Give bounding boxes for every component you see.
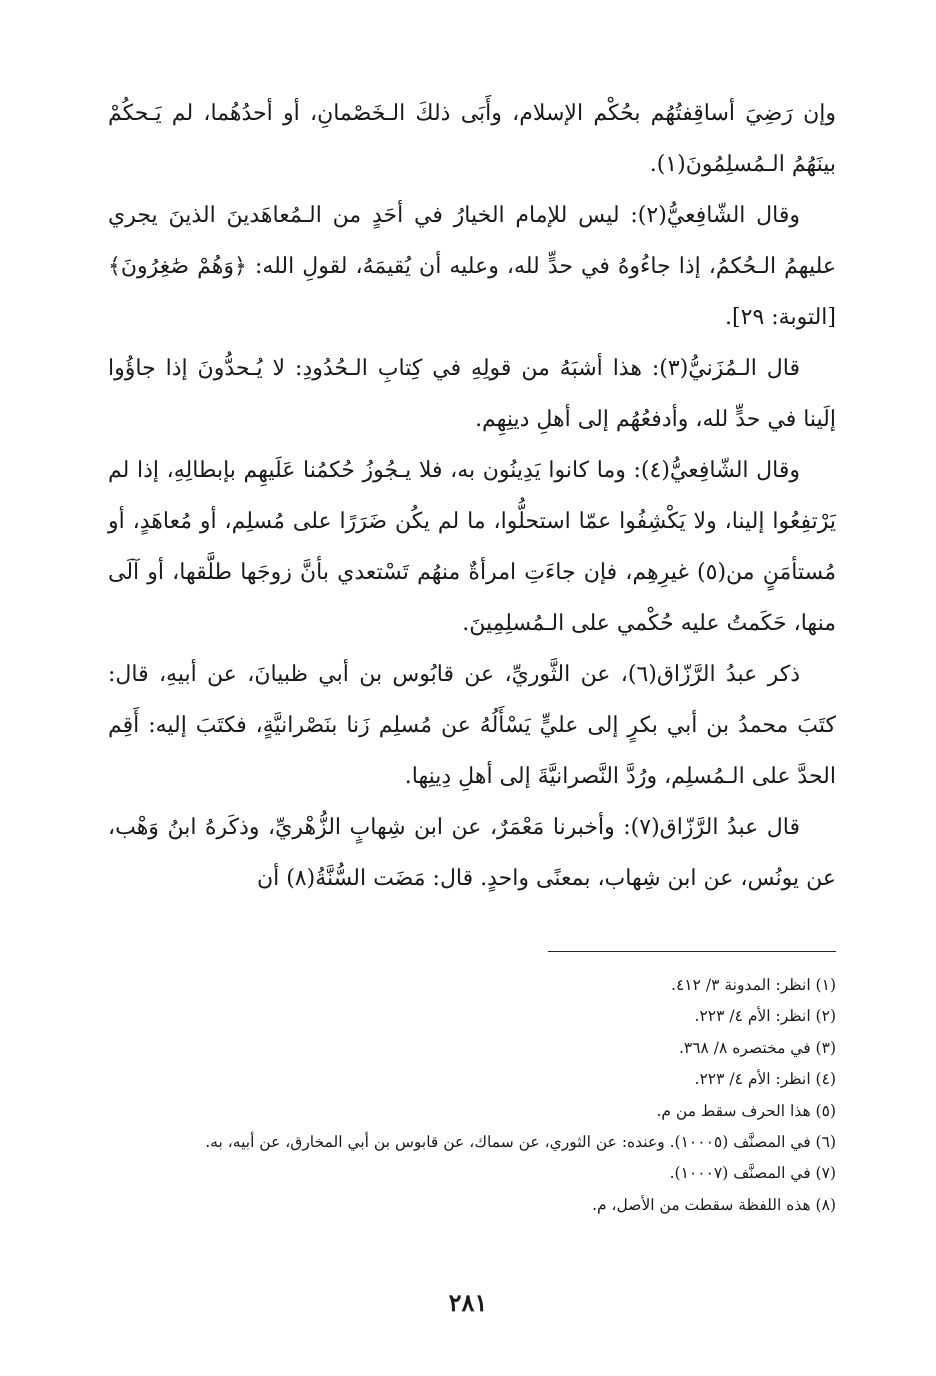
footnote-divider [548,951,836,952]
paragraph-6: قال عبدُ الرَّزّاق(٧): وأخبرنا مَعْمَرٌ، عن ابن شِهابٍ الزُّهْريِّ، وذكَرهُ ابنُ وَهْب، عن يونُس، عن ابن شِهاب، بمعنًى واحدٍ. قال: مَضَت السُّنَّةُ(٨) أن [108,815,836,891]
footnote-5: (٥) هذا الحرف سقط من م. [656,1101,836,1120]
footnotes [108,970,836,1221]
paragraph-1: وإن رَضِيَ أساقِفتُهُم بحُكْم الإسلام، وأَبَى ذلكَ الـخَصْمانِ، أو أحدُهُما، لم يَـحكُمْ بينَهُمُ الـمُسلِمُونَ(١). [108,101,837,177]
paragraph-3: قال الـمُزَنيُّ(٣): هذا أشبَهُ من قولِهِ في كِتابِ الـحُدُودِ: لا يُـحدُّونَ إذا جاؤُوا إلَينا في حدٍّ لله، وأدفعُهُم إلى أهلِ دينِهِم. [108,356,836,432]
page-body [108,88,836,904]
footnote-8: (٨) هذه اللفظة سقطت من الأصل، م. [592,1195,836,1214]
footnote-3: (٣) في مختصره ٨/ ٣٦٨. [678,1038,836,1057]
paragraph-2: وقال الشّافِعيُّ(٢): ليس للإمام الخيارُ في أحَدٍ من الـمُعاهَدينَ الذينَ يجري عليهمُ الـحُكمُ، إذا جاءُوهُ في حدٍّ لله، وعليه أن يُقيمَهُ، لقولِ الله: ﴿وَهُمْ صَٰغِرُونَ﴾ [التوبة: ٢٩]. [108,203,836,330]
page-number: ٢٨١ [448,1288,488,1317]
main-text [108,88,836,904]
footnote-2: (٢) انظر: الأم ٤/ ٢٢٣. [694,1007,836,1026]
paragraph-4: وقال الشّافِعيُّ(٤): وما كانوا يَدِينُون به، فلا يـجُوزُ حُكمُنا عَلَيهِم بإبطالِهِ، إذا لم يَرْتفِعُوا إلينا، ولا يَكْشِفُوا عمّا استحلُّوا، ما لم يكُن ضَرَرًا على مُسلِم، أو مُعاهَدٍ، أو مُستأمَنٍ من(٥) غيرِهِم، فإن جاءَتِ امرأةٌ منهُم تَسْتعدي بأنَّ زوجَها طلَّقها، أو آلَى منها، حَكَمتُ عليه حُكْمي على الـمُسلِمِينَ. [108,458,836,636]
footnote-4: (٤) انظر: الأم ٤/ ٢٢٣. [694,1070,836,1089]
paragraph-5: ذكر عبدُ الرَّزّاق(٦)، عن الثَّوريِّ، عن قابُوس بن أبي ظبيانَ، عن أبيهِ، قال: كتَبَ محمدُ بن أبي بكرٍ إلى عليٍّ يَسْأَلُهُ عن مُسلِم زَنا بنَصْرانيَّةٍ، فكتَبَ إليه: أَقِم الحدَّ على الـمُسلِم، ورُدَّ النَّصرانيَّةَ إلى أهلِ دِينِها. [108,662,836,789]
footnote-1: (١) انظر: المدونة ٣/ ٤١٢. [671,976,836,994]
footnote-7: (٧) في المصنَّف (١٠٠٠٧). [669,1164,836,1183]
footnote-6: (٦) في المصنَّف (١٠٠٠٥). وعنده: عن الثوري، عن سماك، عن قابوس بن أبي المخارق، عن أبيه، به. [205,1133,836,1152]
